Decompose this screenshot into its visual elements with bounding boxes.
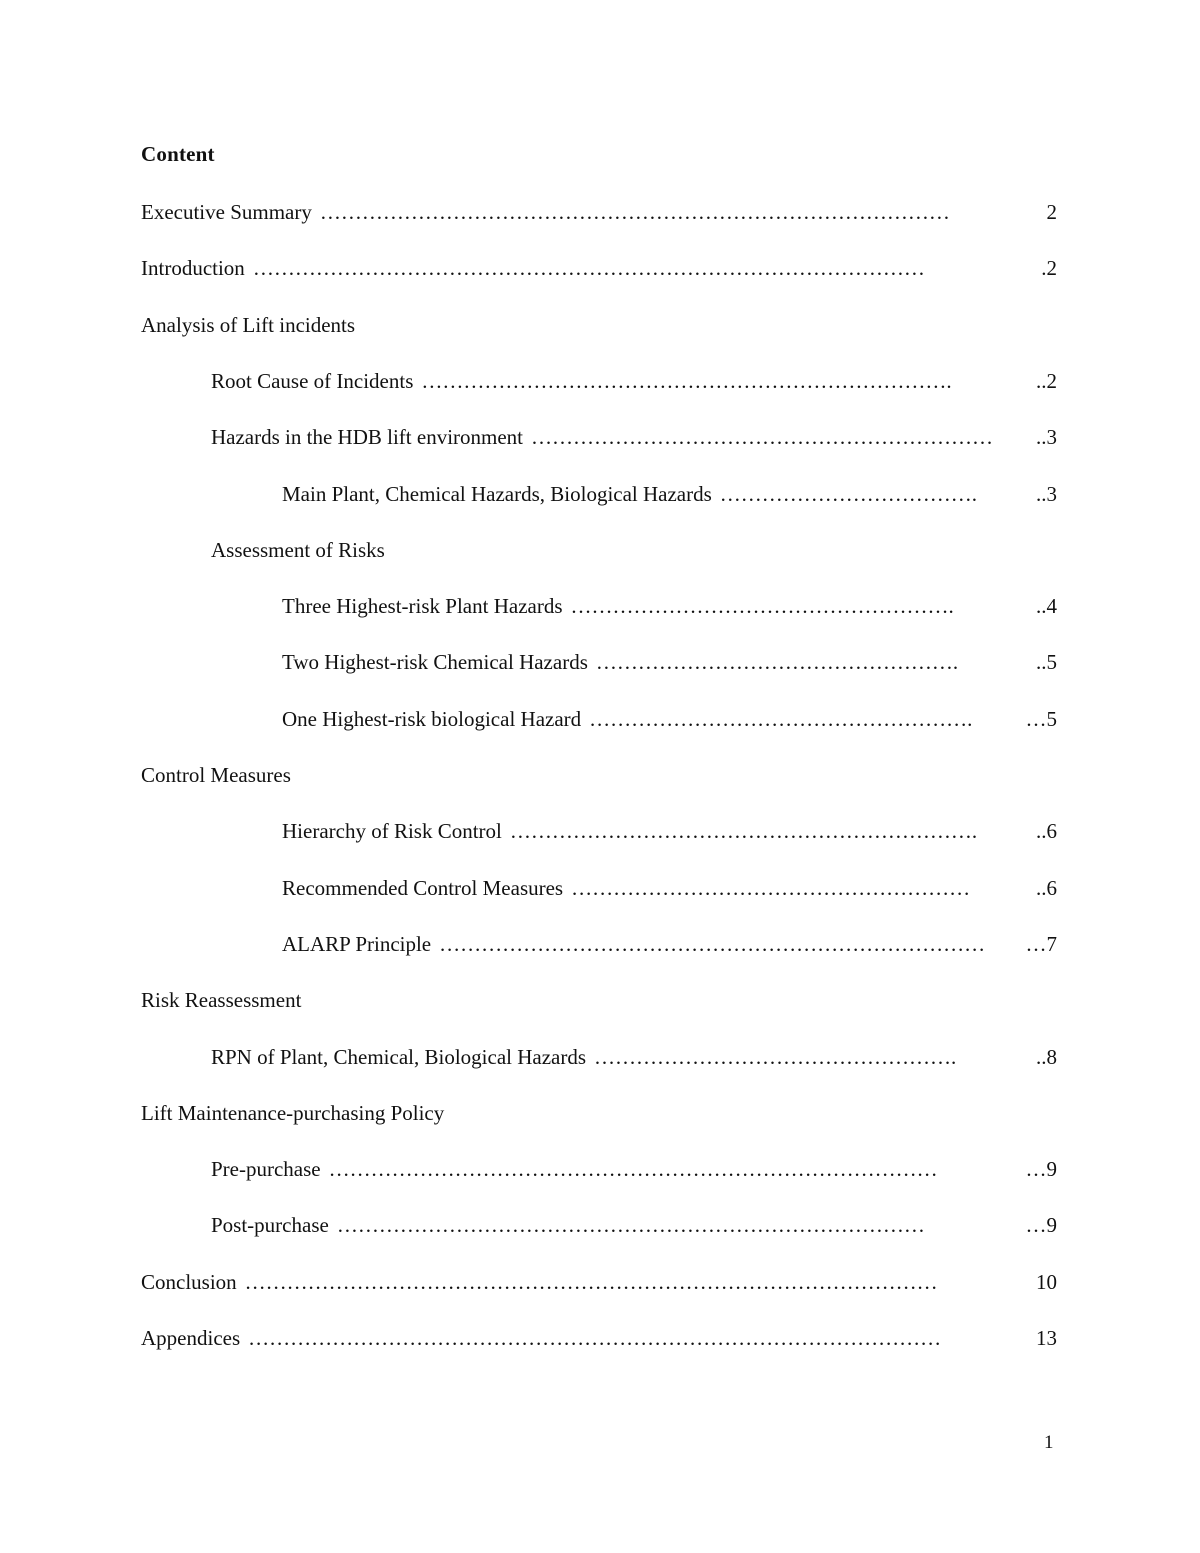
toc-entry — [211, 537, 1057, 563]
toc-entry-leader: ………………………………………………. — [589, 707, 973, 731]
toc-entry-title: Conclusion — [141, 1270, 237, 1294]
toc-entry — [282, 481, 1057, 507]
toc-entry-page-number: .2 — [1041, 256, 1057, 280]
toc-entry — [282, 649, 1057, 675]
toc-entry — [141, 1269, 1057, 1295]
toc-entry-page-number: ..3 — [1036, 425, 1057, 449]
toc-entry-leader: ………………………………………………………………………… — [336, 1213, 925, 1237]
toc-entry-leader: …………………………………………………………………… — [439, 932, 986, 956]
toc-entry — [211, 368, 1057, 394]
toc-entry-page-number: …5 — [1025, 707, 1057, 731]
toc-entry-leader: ………………………………………………. — [570, 594, 954, 618]
toc-entry — [282, 818, 1057, 844]
toc-entry-page-number: 10 — [1036, 1270, 1057, 1294]
toc-entry-title: Root Cause of Incidents — [211, 369, 414, 393]
toc-entry-title: ALARP Principle — [282, 932, 432, 956]
toc-entry-leader: …………………………………………………………………………… — [328, 1157, 938, 1181]
toc-entry-leader: ……………………………………………………………………………… — [319, 200, 950, 224]
toc-entry-title: Two Highest-risk Chemical Hazards — [282, 650, 588, 674]
toc-entry-page-number: …7 — [1025, 932, 1057, 956]
toc-entry — [141, 1325, 1057, 1351]
toc-entry-title: One Highest-risk biological Hazard — [282, 707, 582, 731]
toc-entry-title: Assessment of Risks — [211, 538, 385, 562]
toc-entry-leader: ……………………………………………………………………………………… — [244, 1270, 938, 1294]
toc-entry — [211, 1156, 1057, 1182]
toc-entry — [282, 593, 1057, 619]
toc-entry-leader: …………………………………………………………. — [509, 819, 978, 843]
toc-entry-title: Hierarchy of Risk Control — [282, 819, 502, 843]
toc-entry-title: Analysis of Lift incidents — [141, 313, 356, 337]
toc-entry-page-number: ..2 — [1036, 369, 1057, 393]
toc-entry — [141, 312, 1057, 338]
toc-entry-leader: ……………………………………………. — [595, 650, 959, 674]
toc-entry-title: Executive Summary — [141, 200, 312, 224]
toc-entry-title: Three Highest-risk Plant Hazards — [282, 594, 563, 618]
toc-entry-title: Hazards in the HDB lift environment — [211, 425, 524, 449]
toc-entry-leader: ………………………………. — [719, 482, 978, 506]
toc-entry-title: Lift Maintenance-purchasing Policy — [141, 1101, 445, 1125]
toc-entry-page-number: ..4 — [1036, 594, 1057, 618]
toc-entry — [141, 255, 1057, 281]
toc-entry-page-number: 13 — [1036, 1326, 1057, 1350]
toc-entry-leader: ……………………………………………. — [594, 1045, 957, 1069]
toc-entry-page-number: …9 — [1025, 1157, 1057, 1181]
toc-entry-leader: ……………………………………………………………………………………… — [248, 1326, 942, 1350]
toc-entry-title: Post-purchase — [211, 1213, 329, 1237]
toc-entry-title: Introduction — [141, 256, 245, 280]
toc-entry-page-number: ..3 — [1036, 482, 1057, 506]
toc-entry-page-number: …9 — [1025, 1213, 1057, 1237]
toc-entry — [211, 424, 1057, 450]
toc-entry-title: Main Plant, Chemical Hazards, Biological Hazards — [282, 482, 712, 506]
toc-entry-title: Control Measures — [141, 763, 291, 787]
toc-entry — [141, 199, 1057, 225]
toc-entry-page-number: 2 — [1046, 200, 1057, 224]
toc-entry-page-number: ..5 — [1036, 650, 1057, 674]
page-number: 1 — [1044, 1432, 1054, 1453]
toc-entry-leader: …………………………………………………………………. — [421, 369, 952, 393]
toc-entry-page-number: ..6 — [1036, 876, 1057, 900]
toc-entry-leader: ………………………………………………………… — [531, 425, 994, 449]
toc-entry — [141, 762, 1057, 788]
toc-entry-title: Recommended Control Measures — [282, 876, 564, 900]
toc-entry — [211, 1044, 1057, 1070]
toc-entry — [211, 1212, 1057, 1238]
toc-entry — [141, 1100, 1057, 1126]
toc-entry — [282, 706, 1057, 732]
toc-entry-title: RPN of Plant, Chemical, Biological Hazards — [211, 1045, 587, 1069]
toc-entry-title: Pre-purchase — [211, 1157, 321, 1181]
toc-heading: Content — [141, 142, 215, 166]
toc-entry-page-number: ..8 — [1036, 1045, 1057, 1069]
toc-entry-leader: ………………………………………………… — [571, 876, 971, 900]
toc-entry-title: Appendices — [141, 1326, 241, 1350]
toc-entry — [141, 987, 1057, 1013]
toc-entry — [282, 875, 1057, 901]
toc-entry — [282, 931, 1057, 957]
toc-entry-title: Risk Reassessment — [141, 988, 302, 1012]
toc-entry-page-number: ..6 — [1036, 819, 1057, 843]
toc-entry-leader: …………………………………………………………………………………… — [252, 256, 925, 280]
